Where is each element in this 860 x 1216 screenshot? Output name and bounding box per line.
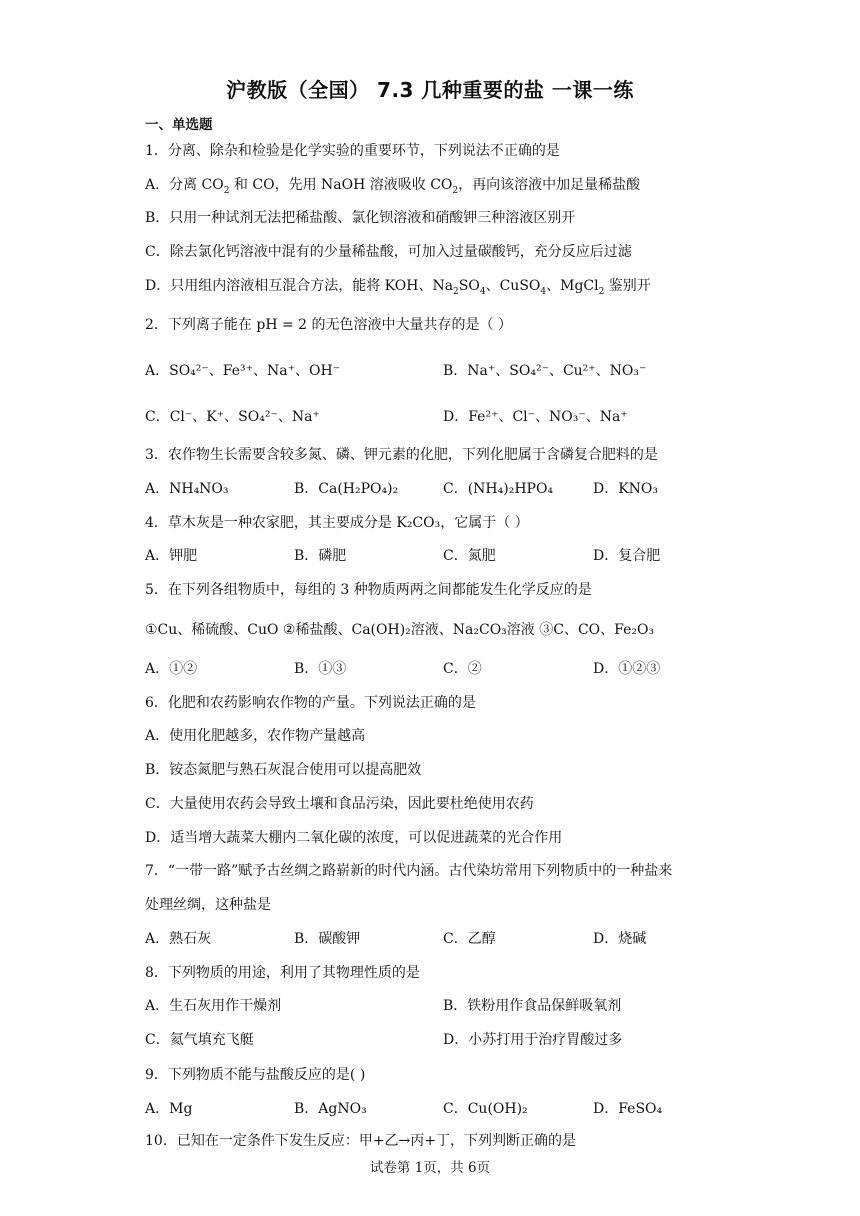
q7-option-d: D．烧碱 [593, 931, 647, 947]
q9-option-a: A．Mg [145, 1101, 193, 1117]
q2-stem: 2．下列离子能在 pH = 2 的无色溶液中大量共存的是（ ） [145, 317, 512, 333]
q5-option-d: D．①②③ [593, 661, 661, 677]
q3-option-b: B．Ca(H₂PO₄)₂ [294, 481, 399, 497]
q4-stem: 4．草木灰是一种农家肥，其主要成分是 K₂CO₃，它属于（ ） [145, 515, 529, 531]
q7-stem-line2: 处理丝绸，这种盐是 [145, 897, 271, 913]
q7-option-b: B．碳酸钾 [294, 931, 361, 947]
q1-stem: 1．分离、除杂和检验是化学实验的重要环节，下列说法不正确的是 [145, 143, 560, 159]
page-title: 沪教版（全国） 7.3 几种重要的盐 一课一练 [226, 78, 634, 102]
q4-option-a: A．钾肥 [145, 548, 198, 564]
q2-option-a: A．SO₄²⁻、Fe³⁺、Na⁺、OH⁻ [145, 363, 341, 379]
q2-option-b: B．Na⁺、SO₄²⁻、Cu²⁺、NO₃⁻ [443, 363, 647, 379]
q4-option-c: C．氮肥 [443, 548, 496, 564]
q9-stem: 9．下列物质不能与盐酸反应的是( ) [145, 1067, 366, 1083]
q2-option-c: C．Cl⁻、K⁺、SO₄²⁻、Na⁺ [145, 409, 320, 425]
q7-stem-line1: 7．“一带一路”赋予古丝绸之路崭新的时代内涵。古代染坊常用下列物质中的一种盐来 [145, 863, 673, 879]
q8-stem: 8．下列物质的用途，利用了其物理性质的是 [145, 965, 420, 981]
q8-option-a: A．生石灰用作干燥剂 [145, 998, 282, 1014]
q1-option-d: D．只用组内溶液相互混合方法，能将 KOH、$Na_2SO_4$、CuSO$_4$、MgCl$_2$ 鉴别开 [145, 278, 651, 297]
q10-stem: 10．已知在一定条件下发生反应：甲+乙→丙+丁，下列判断正确的是 [145, 1133, 577, 1149]
q9-option-b: B．AgNO₃ [294, 1101, 367, 1117]
q8-option-d: D．小苏打用于治疗胃酸过多 [443, 1032, 623, 1048]
q6-option-c: C．大量使用农药会导致土壤和食品污染，因此要杜绝使用农药 [145, 796, 534, 812]
q3-stem: 3．农作物生长需要含较多氮、磷、钾元素的化肥，下列化肥属于含磷复合肥料的是 [145, 447, 658, 463]
q5-option-c: C．② [443, 661, 482, 677]
q2-option-d: D．Fe²⁺、Cl⁻、NO₃⁻、Na⁺ [443, 409, 628, 425]
q5-option-a: A．①② [145, 661, 198, 677]
q8-option-b: B．铁粉用作食品保鲜吸氧剂 [443, 998, 622, 1014]
q1-option-b: B．只用一种试剂无法把稀盐酸、氯化钡溶液和硝酸钾三种溶液区别开 [145, 210, 576, 226]
q1-option-a: A．分离 $CO_2$ 和 CO，先用 NaOH 溶液吸收 $CO_2$，再向该溶液中加足量稀盐酸 [145, 177, 641, 196]
q5-option-b: B．①③ [294, 661, 347, 677]
q3-option-d: D．KNO₃ [593, 481, 659, 497]
section-heading: 一、单选题 [145, 117, 213, 133]
q9-option-d: D．FeSO₄ [593, 1101, 663, 1117]
q9-option-c: C．Cu(OH)₂ [443, 1101, 528, 1117]
q6-option-a: A．使用化肥越多，农作物产量越高 [145, 728, 366, 744]
q6-stem: 6．化肥和农药影响农作物的产量。下列说法正确的是 [145, 695, 476, 711]
page-footer: 试卷第 1页，共 6页 [369, 1160, 491, 1176]
q4-option-b: B．磷肥 [294, 548, 347, 564]
q7-option-c: C．乙醇 [443, 931, 496, 947]
q5-stem: 5．在下列各组物质中，每组的 3 种物质两两之间都能发生化学反应的是 [145, 582, 592, 598]
q6-option-b: B．铵态氮肥与熟石灰混合使用可以提高肥效 [145, 762, 422, 778]
q5-groups: ①Cu、稀硫酸、CuO ②稀盐酸、Ca(OH)₂溶液、Na₂CO₃溶液 ③C、CO、Fe₂O₃ [145, 622, 655, 638]
q7-option-a: A．熟石灰 [145, 931, 212, 947]
q4-option-d: D．复合肥 [593, 548, 661, 564]
q1-option-c: C．除去氯化钙溶液中混有的少量稀盐酸，可加入过量碳酸钙，充分反应后过滤 [145, 244, 632, 260]
q6-option-d: D．适当增大蔬菜大棚内二氧化碳的浓度，可以促进蔬菜的光合作用 [145, 830, 563, 846]
q3-option-c: C．(NH₄)₂HPO₄ [443, 481, 554, 497]
q8-option-c: C．氦气填充飞艇 [145, 1032, 254, 1048]
q3-option-a: A．NH₄NO₃ [145, 481, 229, 497]
